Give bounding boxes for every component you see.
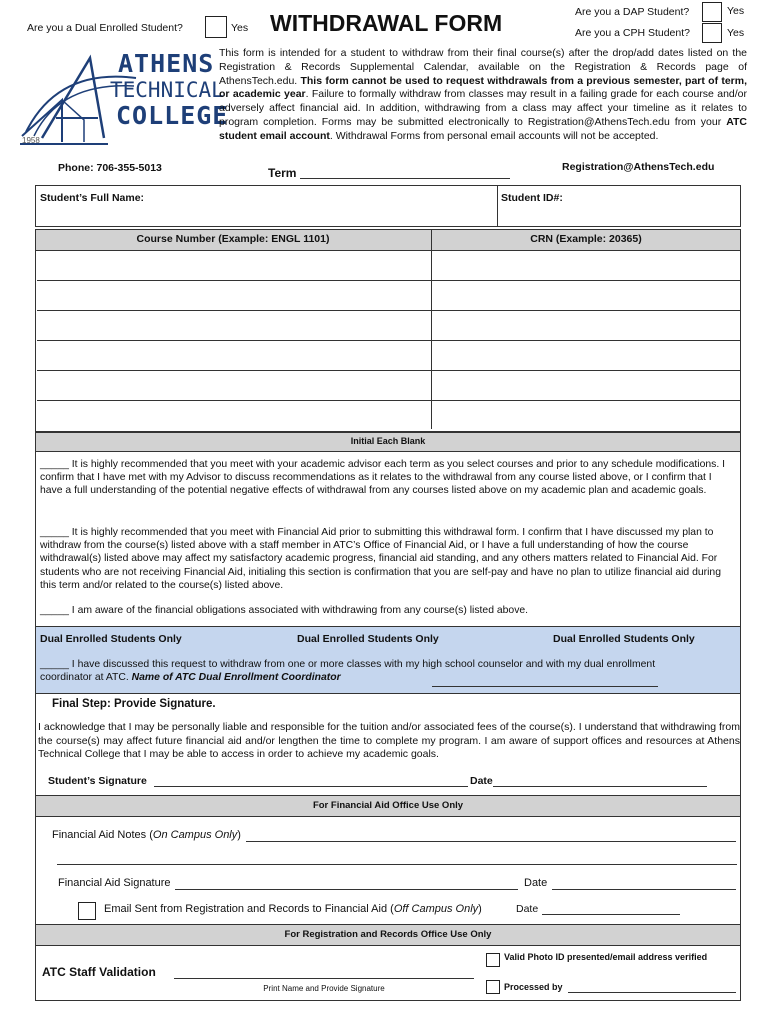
course-number-input[interactable]: [39, 253, 429, 278]
crn-input[interactable]: [435, 343, 737, 368]
student-name-input[interactable]: [102, 204, 492, 222]
email-sent-label: [104, 903, 482, 915]
initial-blank-obligations[interactable]: _____: [40, 605, 69, 616]
student-date-label: Date: [470, 775, 493, 787]
course-number-header: Course Number (Example: ENGL 1101): [136, 233, 330, 245]
crn-input[interactable]: [435, 373, 737, 398]
processed-by-input[interactable]: [568, 992, 736, 993]
initial-blank-financial-aid[interactable]: _____: [40, 527, 69, 538]
financial-aid-date-label: Date: [524, 877, 548, 889]
student-info-divider: [497, 185, 498, 227]
dual-heading-left: Dual Enrolled Students Only: [40, 633, 182, 645]
dap-question: Are you a DAP Student?: [575, 6, 690, 18]
dual-coordinator-input[interactable]: [432, 686, 658, 687]
dap-yes-label: Yes: [727, 5, 745, 17]
intro-warning: This form cannot be used to request withdrawals from a previous semester, part of term, or academic year: [219, 74, 747, 101]
crn-input[interactable]: [435, 253, 737, 278]
term-label: Term: [268, 166, 297, 180]
logo-line-college: COLLEGE: [116, 101, 229, 130]
initial-blank-advisor[interactable]: _____: [40, 459, 69, 470]
financial-aid-notes-input-line2[interactable]: [57, 864, 737, 865]
email-sent-checkbox[interactable]: [78, 902, 96, 920]
staff-validation-input[interactable]: [174, 978, 474, 979]
staff-validation-label: ATC Staff Validation: [42, 965, 156, 979]
financial-aid-notes-input[interactable]: [246, 841, 736, 842]
initial-item-advisor: [40, 458, 734, 498]
registration-title: For Registration and Records Office Use Only: [284, 929, 492, 940]
print-name-label: Print Name and Provide Signature: [263, 984, 385, 993]
intro-text-1: This form is intended for a student to withdraw from their final course(s) after the drop/add dates listed on the Registration & Records Supplemental Calendar, available on the Registration & Records page of AthensTech.edu.: [219, 47, 747, 87]
course-number-input[interactable]: [39, 373, 429, 398]
dual-heading-right: Dual Enrolled Students Only: [553, 633, 695, 645]
course-row-divider: [37, 310, 741, 311]
dual-statement: [40, 658, 680, 684]
course-number-input[interactable]: [39, 403, 429, 428]
email-sent-close: ): [478, 903, 482, 915]
financial-aid-signature-input[interactable]: [175, 889, 518, 890]
intro-email-emphasis: ATC student email account: [219, 115, 747, 142]
initial-item-financial-aid-text: It is highly recommended that you meet with Financial Aid prior to submitting this withdrawal form. I confirm that I have discussed my plan to withdraw from the course(s) listed above with a staff member in ATC’s Office of Financial Aid, or I have a full understanding of how the course withdrawal(s) listed above may affect my satisfactory academic progress, financial aid standing, and any others matters related to Financial Aid. For students who are not receiving Financial Aid, initialing this section is confirmation that you are self-pay and have no plan to utilize financial aid during this term and/or related to the course(s) listed above.: [40, 527, 721, 591]
financial-aid-notes-italic: On Campus Only: [152, 829, 238, 841]
initial-item-financial-aid: [40, 526, 734, 592]
student-id-label: Student ID#:: [501, 192, 563, 204]
processed-by-checkbox[interactable]: [486, 980, 500, 994]
registration-email: Registration@AthensTech.edu: [562, 161, 715, 173]
intro-paragraph: [219, 47, 747, 144]
dual-enrolled-question: Are you a Dual Enrolled Student?: [27, 22, 183, 34]
photo-id-checkbox[interactable]: [486, 953, 500, 967]
email-sent-date-input[interactable]: [542, 914, 680, 915]
cph-question: Are you a CPH Student?: [575, 27, 690, 39]
course-number-input[interactable]: [39, 283, 429, 308]
financial-aid-notes-text: Financial Aid Notes (: [52, 829, 153, 841]
student-id-input[interactable]: [560, 204, 735, 222]
final-acknowledgement: I acknowledge that I may be personally liable and responsible for the tuition and/or associated fees of the course(s). I understand that withdrawing from the course(s) may affect future financial aid and/or lengthen the time to complete my program. I am aware of support offices and resources at Athens Technical College that I may be able to access in order to achieve my academic goals.: [38, 721, 740, 760]
course-number-input[interactable]: [39, 343, 429, 368]
financial-aid-date-input[interactable]: [552, 889, 736, 890]
logo-line-athens: ATHENS: [118, 49, 215, 78]
financial-aid-notes-close: ): [237, 829, 241, 841]
cph-yes-label: Yes: [727, 27, 745, 39]
course-number-input[interactable]: [39, 313, 429, 338]
initial-item-obligations-text: I am aware of the financial obligations associated with withdrawing from any course(s) listed above.: [68, 605, 529, 616]
form-title: WITHDRAWAL FORM: [270, 10, 503, 36]
student-name-label: Student’s Full Name:: [40, 192, 145, 204]
term-input[interactable]: [300, 178, 510, 179]
phone-number: Phone: 706-355-5013: [58, 162, 162, 174]
dual-enrolled-yes-label: Yes: [231, 22, 249, 34]
initial-section-title: Initial Each Blank: [350, 436, 426, 446]
logo-line-technical: TECHNICAL: [110, 78, 224, 102]
dap-checkbox[interactable]: [702, 2, 722, 22]
final-step-title: Final Step: Provide Signature.: [52, 698, 216, 710]
student-signature-input[interactable]: [154, 786, 468, 787]
financial-aid-signature-label: Financial Aid Signature: [58, 877, 171, 889]
email-sent-italic: Off Campus Only: [393, 903, 479, 915]
email-sent-text: Email Sent from Registration and Records to Financial Aid (: [104, 903, 394, 915]
course-row-divider: [37, 340, 741, 341]
crn-input[interactable]: [435, 313, 737, 338]
financial-aid-title: For Financial Aid Office Use Only: [312, 800, 464, 811]
crn-input[interactable]: [435, 403, 737, 428]
photo-id-label: Valid Photo ID presented/email address verified: [504, 952, 708, 962]
initial-item-advisor-text: It is highly recommended that you meet with your academic advisor each term as you select courses and prior to any schedule modifications. I confirm that I have met with my Advisor to discuss recommendations as it relates to the withdrawal from any course listed above, or I confirm that I have a full understanding of the potential negative effects of withdrawal from any courses listed above on my academic plan and academic goals.: [40, 459, 725, 497]
student-signature-label: Student’s Signature: [48, 775, 147, 787]
intro-text-3: . Withdrawal Forms from personal email accounts will not be accepted.: [329, 129, 659, 142]
course-row-divider: [37, 370, 741, 371]
processed-by-label: Processed by: [504, 982, 563, 992]
dual-statement-text: I have discussed this request to withdraw from one or more classes with my high school counselor and with my dual enrollment coordinator at ATC.: [40, 659, 656, 684]
course-row-divider: [37, 280, 741, 281]
dual-heading-center: Dual Enrolled Students Only: [297, 633, 439, 645]
dual-enrolled-checkbox[interactable]: [205, 16, 227, 38]
student-date-input[interactable]: [493, 786, 707, 787]
logo-year: 1958: [22, 136, 40, 145]
dual-coordinator-label: Name of ATC Dual Enrollment Coordinator: [131, 672, 341, 684]
intro-text-2: . Failure to formally withdraw from classes may result in a failing grade for each course and/or adversely affect financial aid. In addition, withdrawing from a class may affect your timeline as it relates to program completion. Forms may be submitted electronically to Registration@AthensTech.edu from your: [219, 88, 748, 128]
crn-header: CRN (Example: 20365): [530, 233, 642, 245]
financial-aid-notes-label: [52, 829, 241, 841]
cph-checkbox[interactable]: [702, 23, 722, 43]
college-logo: [18, 48, 229, 152]
initial-item-obligations: [40, 604, 734, 617]
crn-input[interactable]: [435, 283, 737, 308]
initial-blank-dual[interactable]: _____: [40, 659, 69, 670]
email-sent-date-label: Date: [516, 903, 539, 915]
course-row-divider: [37, 400, 741, 401]
